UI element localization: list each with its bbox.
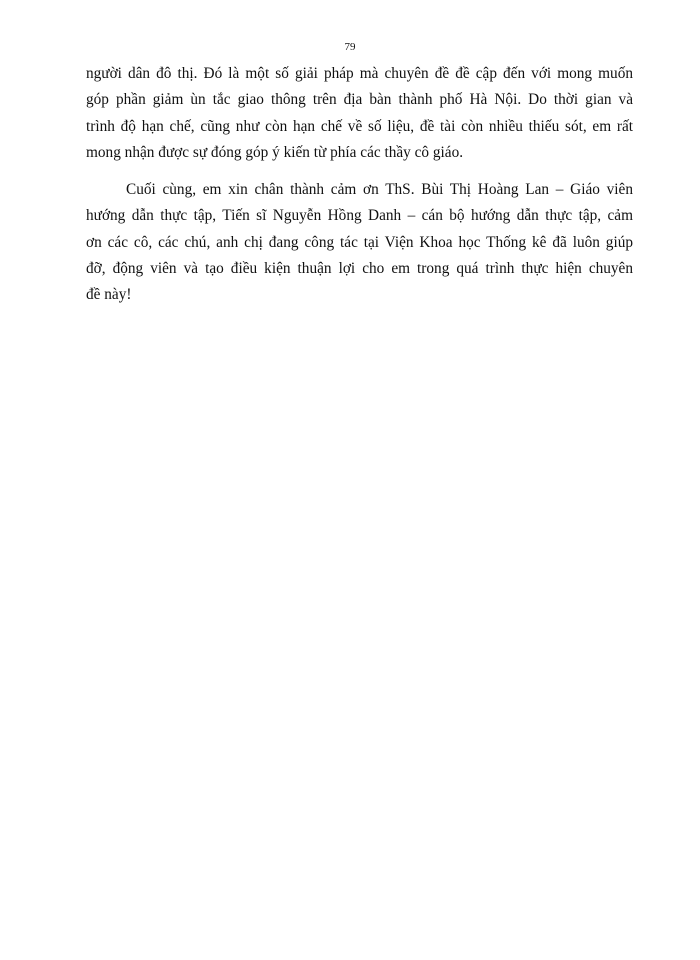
text-line: ơn các cô, các chú, anh chị đang công tác tại Viện Khoa học Thống kê đã luôn giúp [86,233,633,251]
page-number: 79 [344,41,356,53]
text-line: mong nhận được sự đóng góp ý kiến từ phía các thầy cô giáo. [86,143,464,161]
text-line: hướng dẫn thực tập, Tiến sĩ Nguyễn Hồng Danh – cán bộ hướng dẫn thực tập, cảm [86,207,633,225]
paragraph-acknowledgement [86,177,633,308]
text-line: người dân đô thị. Đó là một số giải pháp mà chuyên đề đề cập đến với mong muốn [86,65,633,82]
text-line: đề này! [86,286,132,304]
body-text [86,61,633,309]
text-line: góp phần giảm ùn tắc giao thông trên địa bàn thành phố Hà Nội. Do thời gian và [86,91,633,109]
text-line: Cuối cùng, em xin chân thành cảm ơn ThS. Bùi Thị Hoàng Lan – Giáo viên [126,181,633,199]
text-line: trình độ hạn chế, cũng như còn hạn chế về số liệu, đề tài còn nhiều thiếu sót, em rất [86,117,633,135]
paragraph-conclusion [86,61,633,166]
text-line: đỡ, động viên và tạo điều kiện thuận lợi cho em trong quá trình thực hiện chuyên [86,260,633,278]
